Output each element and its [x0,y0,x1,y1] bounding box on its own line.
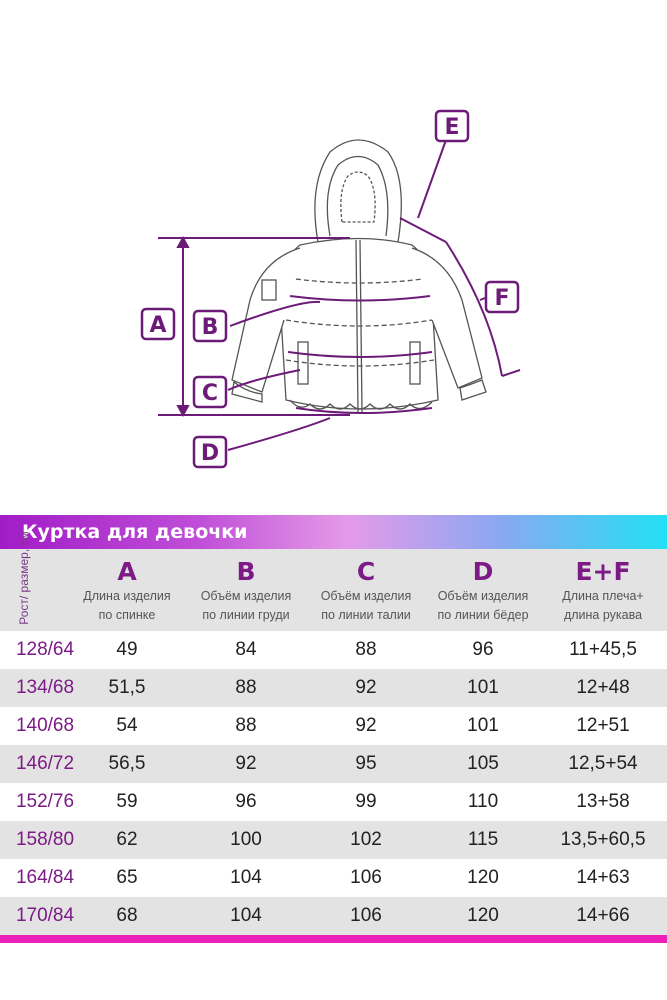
banner-title: Куртка для девочки [22,521,248,543]
column-desc: по линии талии [321,608,411,622]
cell-c: 88 [355,639,377,660]
cell-c: 99 [355,791,377,812]
cell-c: 92 [355,715,377,736]
column-desc: Объём изделия [200,589,292,603]
cell-a: 59 [116,791,138,812]
table-row [0,669,667,707]
cell-ef: 12+48 [576,677,630,698]
cell-ef: 14+66 [576,905,630,926]
badge-e: E [444,115,460,140]
size-cell: 164/84 [15,867,75,888]
table-row [0,631,667,669]
cell-a: 49 [116,639,138,660]
column-desc: Объём изделия [437,589,529,603]
column-desc: по линии груди [202,608,290,622]
cell-d: 120 [467,867,499,888]
column-header-c [307,549,425,624]
column-desc: Объём изделия [320,589,412,603]
cell-d: 101 [467,715,499,736]
column-desc: Длина изделия [83,589,171,603]
column-letter: B [236,557,256,586]
size-column-header: Рост/ размер, см [17,531,31,625]
size-cell: 134/68 [15,677,75,698]
column-header-d [424,549,542,624]
column-letter: C [356,557,376,586]
size-cell: 158/80 [15,829,75,850]
cell-a: 62 [116,829,138,850]
cell-b: 104 [230,867,262,888]
table-row [0,783,667,821]
column-header-a [68,549,186,624]
cell-b: 100 [230,829,262,850]
size-cell: 170/84 [15,905,75,926]
size-cell: 146/72 [15,753,75,774]
table-row [0,745,667,783]
column-desc: длина рукава [563,608,643,622]
cell-b: 104 [230,905,262,926]
cell-b: 84 [235,639,257,660]
cell-a: 65 [116,867,138,888]
cell-d: 120 [467,905,499,926]
size-cell: 152/76 [15,791,75,812]
cell-b: 92 [235,753,257,774]
cell-ef: 13+58 [576,791,630,812]
cell-a: 54 [116,715,138,736]
column-desc: по линии бёдер [437,608,529,622]
cell-d: 101 [467,677,499,698]
cell-ef: 13,5+60,5 [560,829,646,850]
table-row [0,897,667,935]
size-cell: 140/68 [15,715,75,736]
badge-c: C [201,381,219,406]
cell-c: 95 [355,753,377,774]
badge-f: F [494,286,510,311]
cell-a: 68 [116,905,138,926]
jacket-illustration [232,140,486,412]
cell-b: 88 [235,677,257,698]
cell-ef: 12,5+54 [568,753,638,774]
column-desc: по спинке [98,608,156,622]
column-desc: Длина плеча+ [562,589,644,603]
cell-c: 92 [355,677,377,698]
cell-a: 51,5 [108,677,146,698]
column-letter: A [117,557,137,586]
table-row [0,707,667,745]
bottom-accent-bar [0,935,667,943]
table-row [0,859,667,897]
cell-c: 106 [350,867,382,888]
cell-d: 105 [467,753,499,774]
column-letter: D [472,557,494,586]
cell-a: 56,5 [108,753,146,774]
column-header-b [187,549,305,624]
cell-ef: 11+45,5 [569,639,637,660]
cell-ef: 12+51 [576,715,630,736]
column-header-ef [544,549,662,624]
cell-d: 110 [467,791,499,812]
badge-d: D [200,441,220,466]
size-cell: 128/64 [15,639,75,660]
title-banner [0,515,667,549]
cell-b: 88 [235,715,257,736]
cell-ef: 14+63 [576,867,630,888]
cell-d: 96 [472,639,494,660]
column-letter: E+F [575,557,631,586]
cell-d: 115 [467,829,499,850]
cell-b: 96 [235,791,257,812]
table-row [0,821,667,859]
cell-c: 102 [350,829,382,850]
badge-a: A [149,313,167,338]
cell-c: 106 [350,905,382,926]
badge-b: B [201,315,219,340]
